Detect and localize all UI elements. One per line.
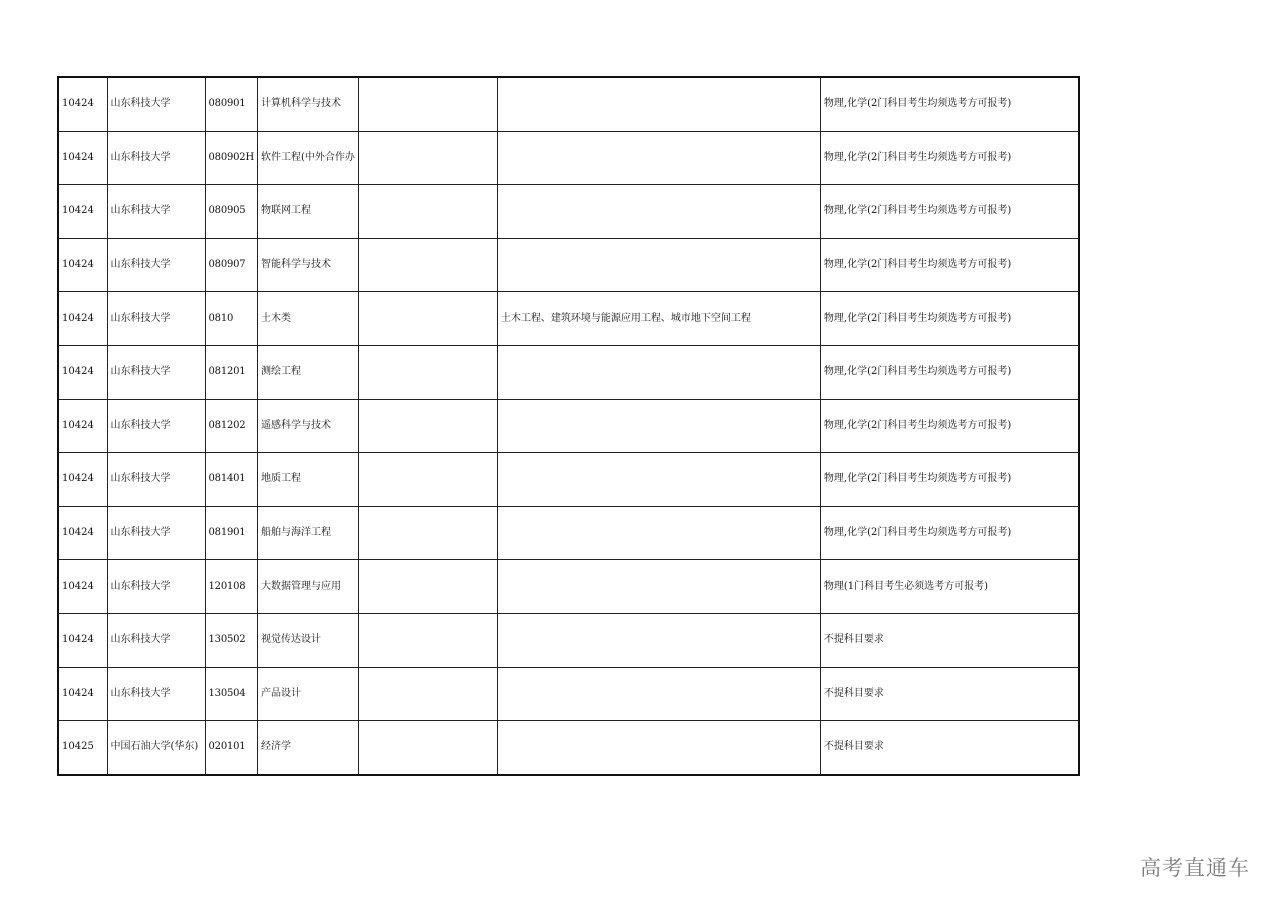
major-code-cell: 080905 <box>205 185 258 239</box>
table-row <box>58 238 1079 292</box>
remark-cell <box>358 292 497 346</box>
subject-requirement-cell: 物理,化学(2门科目考生均须选考方可报考) <box>820 185 1079 239</box>
watermark-text: 高考直通车 <box>1140 856 1250 880</box>
school-code-cell: 10424 <box>58 238 107 292</box>
included-majors-cell <box>497 238 820 292</box>
table-row <box>58 345 1079 399</box>
school-code-cell: 10424 <box>58 131 107 185</box>
major-name-cell: 测绘工程 <box>258 345 359 399</box>
remark-cell <box>358 345 497 399</box>
included-majors-cell: 土木工程、建筑环境与能源应用工程、城市地下空间工程 <box>497 292 820 346</box>
subject-requirement-cell: 物理,化学(2门科目考生均须选考方可报考) <box>820 238 1079 292</box>
table-row <box>58 506 1079 560</box>
school-code-cell: 10424 <box>58 560 107 614</box>
major-name-cell: 大数据管理与应用 <box>258 560 359 614</box>
school-code-cell: 10424 <box>58 345 107 399</box>
school-code-cell: 10424 <box>58 613 107 667</box>
school-name-cell: 山东科技大学 <box>107 667 205 721</box>
subject-requirement-cell: 物理,化学(2门科目考生均须选考方可报考) <box>820 77 1079 131</box>
school-name-cell: 山东科技大学 <box>107 399 205 453</box>
table-row <box>58 721 1079 775</box>
subject-requirement-cell: 不提科目要求 <box>820 721 1079 775</box>
included-majors-cell <box>497 131 820 185</box>
school-name-cell: 山东科技大学 <box>107 238 205 292</box>
major-code-cell: 130502 <box>205 613 258 667</box>
included-majors-cell <box>497 399 820 453</box>
school-name-cell: 山东科技大学 <box>107 292 205 346</box>
major-code-cell: 0810 <box>205 292 258 346</box>
school-code-cell: 10424 <box>58 506 107 560</box>
major-name-cell: 软件工程(中外合作办 <box>258 131 359 185</box>
major-code-cell: 020101 <box>205 721 258 775</box>
school-code-cell: 10424 <box>58 185 107 239</box>
school-name-cell: 山东科技大学 <box>107 131 205 185</box>
included-majors-cell <box>497 721 820 775</box>
table-row <box>58 667 1079 721</box>
table-row <box>58 560 1079 614</box>
major-name-cell: 遥感科学与技术 <box>258 399 359 453</box>
major-code-cell: 080907 <box>205 238 258 292</box>
subject-requirement-cell: 物理,化学(2门科目考生均须选考方可报考) <box>820 399 1079 453</box>
remark-cell <box>358 560 497 614</box>
school-code-cell: 10424 <box>58 453 107 507</box>
major-name-cell: 智能科学与技术 <box>258 238 359 292</box>
school-code-cell: 10424 <box>58 399 107 453</box>
included-majors-cell <box>497 453 820 507</box>
subject-requirement-cell: 不提科目要求 <box>820 613 1079 667</box>
remark-cell <box>358 506 497 560</box>
major-code-cell: 081202 <box>205 399 258 453</box>
school-code-cell: 10425 <box>58 721 107 775</box>
subject-requirement-cell: 不提科目要求 <box>820 667 1079 721</box>
table-row <box>58 77 1079 131</box>
remark-cell <box>358 721 497 775</box>
included-majors-cell <box>497 560 820 614</box>
major-code-cell: 081201 <box>205 345 258 399</box>
subject-requirement-cell: 物理(1门科目考生必须选考方可报考) <box>820 560 1079 614</box>
included-majors-cell <box>497 506 820 560</box>
included-majors-cell <box>497 667 820 721</box>
included-majors-cell <box>497 185 820 239</box>
table-row <box>58 453 1079 507</box>
remark-cell <box>358 185 497 239</box>
school-name-cell: 山东科技大学 <box>107 185 205 239</box>
school-name-cell: 山东科技大学 <box>107 613 205 667</box>
table-row <box>58 185 1079 239</box>
subject-requirement-cell: 物理,化学(2门科目考生均须选考方可报考) <box>820 292 1079 346</box>
major-code-cell: 081401 <box>205 453 258 507</box>
school-code-cell: 10424 <box>58 77 107 131</box>
table-body <box>58 77 1079 775</box>
school-name-cell: 中国石油大学(华东) <box>107 721 205 775</box>
major-code-cell: 080901 <box>205 77 258 131</box>
remark-cell <box>358 399 497 453</box>
school-name-cell: 山东科技大学 <box>107 345 205 399</box>
subject-requirement-cell: 物理,化学(2门科目考生均须选考方可报考) <box>820 506 1079 560</box>
major-name-cell: 经济学 <box>258 721 359 775</box>
school-name-cell: 山东科技大学 <box>107 506 205 560</box>
table-row <box>58 292 1079 346</box>
remark-cell <box>358 613 497 667</box>
table-row <box>58 399 1079 453</box>
major-code-cell: 081901 <box>205 506 258 560</box>
table-row <box>58 613 1079 667</box>
major-code-cell: 130504 <box>205 667 258 721</box>
major-code-cell: 120108 <box>205 560 258 614</box>
included-majors-cell <box>497 345 820 399</box>
major-name-cell: 计算机科学与技术 <box>258 77 359 131</box>
table-row <box>58 131 1079 185</box>
school-name-cell: 山东科技大学 <box>107 77 205 131</box>
subject-requirement-cell: 物理,化学(2门科目考生均须选考方可报考) <box>820 453 1079 507</box>
major-name-cell: 物联网工程 <box>258 185 359 239</box>
remark-cell <box>358 667 497 721</box>
major-name-cell: 地质工程 <box>258 453 359 507</box>
school-code-cell: 10424 <box>58 667 107 721</box>
major-name-cell: 土木类 <box>258 292 359 346</box>
included-majors-cell <box>497 613 820 667</box>
subject-requirement-cell: 物理,化学(2门科目考生均须选考方可报考) <box>820 345 1079 399</box>
school-name-cell: 山东科技大学 <box>107 560 205 614</box>
school-code-cell: 10424 <box>58 292 107 346</box>
major-name-cell: 船舶与海洋工程 <box>258 506 359 560</box>
major-name-cell: 视觉传达设计 <box>258 613 359 667</box>
remark-cell <box>358 77 497 131</box>
subject-requirement-cell: 物理,化学(2门科目考生均须选考方可报考) <box>820 131 1079 185</box>
remark-cell <box>358 238 497 292</box>
major-code-cell: 080902H <box>205 131 258 185</box>
enrollment-table <box>57 76 1080 776</box>
school-name-cell: 山东科技大学 <box>107 453 205 507</box>
included-majors-cell <box>497 77 820 131</box>
remark-cell <box>358 131 497 185</box>
major-name-cell: 产品设计 <box>258 667 359 721</box>
remark-cell <box>358 453 497 507</box>
